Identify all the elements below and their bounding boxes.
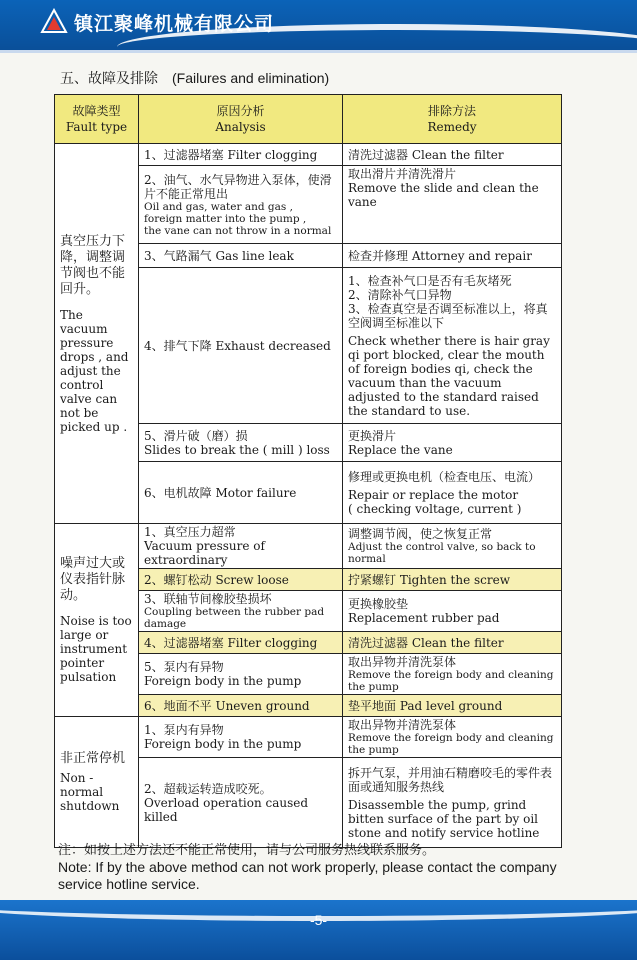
analysis-cell: 5、滑片破（磨）损 Slides to break the ( mill ) loss	[139, 424, 343, 462]
remedy-cell: 垫平地面 Pad level ground	[343, 695, 562, 717]
company-logo-icon	[40, 8, 68, 36]
table-header-row	[55, 95, 562, 144]
remedy-cell: 取出异物并清洗泵体 Remove the foreign body and cleaning the pump	[343, 654, 562, 695]
page-footer	[0, 900, 637, 960]
remedy-cell: 清洗过滤器 Clean the filter	[343, 632, 562, 654]
analysis-cell: 1、真空压力超常 Vacuum pressure of extraordinary	[139, 524, 343, 569]
fault-category-noise: 噪声过大或仪表指针脉动。 Noise is too large or instrument pointer pulsation	[55, 524, 139, 717]
section-title-zh: 五、故障及排除	[60, 71, 158, 87]
table-row	[55, 144, 562, 166]
analysis-cell: 2、螺钉松动 Screw loose	[139, 569, 343, 591]
remedy-cell: 拧紧螺钉 Tighten the screw	[343, 569, 562, 591]
fault-category-vacuum-drop: 真空压力下降，调整调节阀也不能回升。 The vacuum pressure drops , and adjust the control valve can not be picked up .	[55, 144, 139, 524]
page-header	[0, 0, 637, 53]
remedy-cell: 检查并修理 Attorney and repair	[343, 244, 562, 268]
section-title	[60, 68, 329, 88]
fault-category-shutdown: 非正常停机 Non - normal shutdown	[55, 717, 139, 848]
analysis-cell: 1、泵内有异物 Foreign body in the pump	[139, 717, 343, 758]
analysis-cell: 6、电机故障 Motor failure	[139, 462, 343, 524]
header-analysis: 原因分析 Analysis	[139, 95, 343, 144]
page-number: -5-	[309, 912, 328, 928]
header-remedy: 排除方法 Remedy	[343, 95, 562, 144]
fault-table	[54, 94, 562, 848]
section-title-en: (Failures and elimination)	[172, 70, 330, 86]
header-swoosh	[117, 24, 637, 70]
remedy-cell: 更换滑片 Replace the vane	[343, 424, 562, 462]
remedy-cell: 取出滑片并清洗滑片 Remove the slide and clean the vane	[343, 166, 562, 244]
analysis-cell: 2、超载运转造成咬死。 Overload operation caused killed	[139, 758, 343, 848]
company-name: 镇江聚峰机械有限公司	[74, 13, 275, 35]
analysis-cell: 1、过滤器堵塞 Filter clogging	[139, 144, 343, 166]
remedy-cell: 更换橡胶垫 Replacement rubber pad	[343, 591, 562, 632]
remedy-cell: 清洗过滤器 Clean the filter	[343, 144, 562, 166]
table-row	[55, 717, 562, 758]
footnote-en: Note: If by the above method can not work properly, please contact the company service hotline service.	[58, 859, 557, 892]
remedy-cell: 修理或更换电机（检查电压、电流） Repair or replace the motor ( checking voltage, current )	[343, 462, 562, 524]
remedy-cell: 拆开气泵，并用油石精磨咬毛的零件表面或通知服务热线 Disassemble the pump, grind bitten surface of the part by oil stone and notify service hotline	[343, 758, 562, 848]
analysis-cell: 2、油气、水气异物进入泵体，使滑片不能正常甩出 Oil and gas, water and gas , foreign matter into the pump , the vane can not throw in a normal	[139, 166, 343, 244]
header-fault-type: 故障类型 Fault type	[55, 95, 139, 144]
analysis-cell: 5、泵内有异物 Foreign body in the pump	[139, 654, 343, 695]
remedy-cell: 调整调节阀，使之恢复正常 Adjust the control valve, so back to normal	[343, 524, 562, 569]
analysis-cell: 3、气路漏气 Gas line leak	[139, 244, 343, 268]
analysis-cell: 3、联轴节间橡胶垫损坏 Coupling between the rubber pad damage	[139, 591, 343, 632]
analysis-cell: 6、地面不平 Uneven ground	[139, 695, 343, 717]
analysis-cell: 4、过滤器堵塞 Filter clogging	[139, 632, 343, 654]
footnote-zh: 注：如按上述方法还不能正常使用，请与公司服务热线联系服务。	[58, 843, 436, 858]
table-row	[55, 524, 562, 569]
remedy-cell: 1、检查补气口是否有毛灰堵死 2、清除补气口异物 3、检查真空是否调至标准以上，将真空阀调至标准以下 Check whether there is hair gray qi port blocked, clear the mouth of foreign bodies qi, check the vacuum than the vacuum adjusted to the standard raised the standard to use.	[343, 268, 562, 424]
analysis-cell: 4、排气下降 Exhaust decreased	[139, 268, 343, 424]
remedy-cell: 取出异物并清洗泵体 Remove the foreign body and cleaning the pump	[343, 717, 562, 758]
